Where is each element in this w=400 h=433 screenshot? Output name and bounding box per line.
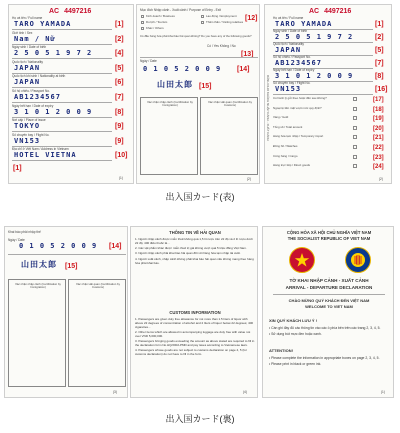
num-13: [13] [241, 51, 254, 58]
question-num: [18] [373, 106, 384, 113]
field-label: Số hộ chiếu / Passport No. [12, 89, 50, 93]
question-text: Công hàng / Cargo [273, 153, 298, 158]
field-label: Số chuyến bay / Flight No. [12, 132, 50, 137]
country-vn: CỘNG HÒA XÃ HỘI CHỦ NGHĨA VIỆT NAM [286, 230, 372, 235]
customs-para-en: 2. Other items which are allowed in accompanying luggage are duty free with value not over VND 5,000,000. [135, 329, 251, 338]
field-num: [4] [115, 50, 124, 58]
question-text: Vàng / Gold [273, 115, 289, 120]
field-label: Quốc tịch / Nationality [273, 42, 305, 46]
field-underline [273, 94, 373, 95]
field-num: [9] [115, 123, 124, 131]
question-num: [17] [373, 97, 384, 103]
field-value: Nam / Nữ [14, 34, 56, 43]
back-left-title: Khai báo phải nhập thế [8, 230, 41, 234]
back-signature: 山田太郎 [21, 260, 57, 269]
front-left-page: (1) [119, 176, 123, 180]
attention-item: • Please complete the information in appropriate boxes on page 2, 3, 4, 5. [269, 356, 380, 360]
field-num: [10] [115, 152, 128, 160]
purpose-option: Du lịch / Tourism [146, 20, 168, 24]
purpose-checkbox [141, 15, 144, 18]
field-num: [5] [375, 47, 384, 54]
field-label: Quốc tịch khi sinh / Nationality at birth [12, 74, 66, 79]
question-num: [23] [373, 154, 384, 161]
back-immigration-label: Xác nhận nhập cảnh (Certification by Immigration) [15, 282, 61, 289]
serial-number: 4497216 [64, 8, 92, 15]
field-value: TOKYO [14, 122, 41, 131]
field-value: 2 5 0 5 1 9 7 2 [14, 49, 93, 58]
purpose-option: Thăm thân / Visiting relatives [206, 20, 244, 24]
front-middle-page: (2) [247, 177, 251, 181]
customs-para-vn: 4. Người xuất cảnh, nhập cảnh không phải khai báo hải quan nếu không mang theo hàng hóa phải khai báo. [135, 256, 254, 265]
customs-box-label: Xác nhận Hải quan (Certification by Customs) [208, 100, 252, 107]
question-num: [19] [373, 116, 384, 123]
field-label: Nơi cấp / Place of issue [12, 118, 46, 123]
field-num: [2] [375, 34, 384, 41]
purpose-checkbox [201, 15, 204, 18]
customs-box [200, 97, 258, 175]
purpose-checkbox [141, 27, 144, 30]
question-checkbox [353, 116, 357, 120]
attention-title: ATTENTION! [269, 348, 293, 353]
customs-para-en: 3. Passengers bringing goods exceeding the amount as above stated are required to fill in the declaration form No.HQ/2002-PMD and pay taxes according to Vietnamese laws. [135, 338, 255, 347]
field-num: [7] [115, 94, 124, 101]
serial-prefix: AC [49, 8, 60, 15]
field-num: [8] [375, 73, 384, 80]
field-num: [7] [375, 60, 384, 67]
question-num: [22] [373, 145, 384, 151]
signature-num: [15] [199, 83, 212, 90]
back-date-label: Ngày / Date [8, 238, 25, 242]
field-num: [16] [375, 86, 388, 93]
caption-front: 出入国カード(表) [165, 192, 235, 202]
field-value: VN153 [14, 136, 41, 145]
field-num: [1] [375, 21, 384, 28]
question-checkbox [353, 126, 357, 130]
question-text: Ngoại tệ tiền mặt vượt mức quy định? [273, 105, 322, 110]
question-checkbox [353, 145, 357, 149]
field-value: 3 1 0 1 2 0 0 9 [14, 107, 93, 116]
purpose-option: Khác / Others [146, 26, 164, 30]
field-value: TARO YAMADA [275, 20, 333, 28]
field-value: VN153 [275, 85, 302, 93]
purpose-checkbox [201, 21, 204, 24]
question-text: Có hành lý gửi theo hoặc đến sau không? [273, 96, 327, 100]
welcome-vn: CHÀO MỪNG QUÝ KHÁCH ĐẾN VIỆT NAM [288, 298, 370, 303]
form-title-vn: TỜ KHAI NHẬP CẢNH - XUẤT CẢNH [289, 278, 369, 283]
back-right-panel [262, 226, 394, 398]
back-signature-num: [15] [65, 263, 78, 270]
purpose-option: Lao động / Employment [206, 14, 237, 18]
question-num: [21] [373, 135, 384, 142]
note-vn-title: XIN QUÝ KHÁCH LƯU Ý ! [269, 318, 317, 323]
field-underline [12, 29, 112, 30]
caption-back: 出入国カード(裏) [165, 414, 235, 424]
field-label: Số chuyến bay / Flight No. [273, 81, 311, 85]
welcome-en: WELCOME TO VIET NAM [305, 304, 353, 309]
question-checkbox [353, 155, 357, 159]
field-label: Số hộ chiếu / Passport No. [273, 55, 311, 59]
back-customs-box [68, 279, 126, 387]
country-en: THE SOCIALIST REPUBLIC OF VIET NAM [287, 236, 371, 241]
question-text: Hàng trực tiếp / Direct goods [273, 163, 310, 168]
field-num: [1] [115, 21, 124, 28]
front-middle-panel [136, 4, 260, 184]
back-left-page: (3) [113, 390, 117, 394]
front-left-panel [8, 4, 134, 184]
side-text: DÀNH CHO KHÁCH NHẬP CẢNH - XUẤT CẢNH [266, 75, 270, 141]
field-value: 2 5 0 5 1 9 7 2 [275, 33, 354, 41]
date-num: [14] [237, 66, 250, 73]
field-num: [5] [115, 64, 124, 72]
form-title-en: ARRIVAL - DEPARTURE DECLARATION [285, 285, 373, 290]
question-checkbox [353, 135, 357, 139]
field-num: [8] [115, 108, 124, 116]
customs-para-en: 1. Passengers are given duty free allowance for not more than 1.5 liters of liquor with above 22 degrees of concentration of alcohol and 2 liters of liquor below 22 degrees; 400 cigarettes... [135, 317, 254, 329]
serial-prefix: AC [309, 8, 320, 15]
front-right-panel [264, 4, 392, 184]
immigration-box [140, 97, 198, 175]
question-text: Tổng số / Total amount [273, 124, 303, 129]
vietnam-emblem-icon [289, 247, 315, 273]
field-num: [2] [115, 35, 124, 43]
serial-number: 4497216 [324, 8, 352, 15]
field-value: AB1234567 [275, 59, 322, 67]
field-value: HOTEL VIETNA [14, 151, 77, 160]
field-label: Ngày sinh / Date of birth [12, 45, 47, 50]
date-label: Ngày / Date [140, 59, 157, 63]
date-value: 0 1 0 5 2 0 0 9 [143, 65, 222, 73]
back-middle-panel [130, 226, 258, 398]
customs-note: Có đầu hàng hóa phải khai báo hải quan không? Do you have any of the following goods? [140, 34, 252, 38]
front-left-footer-num: [1] [13, 165, 22, 172]
back-date-num: [14] [109, 243, 122, 250]
field-value: JAPAN [14, 78, 41, 87]
field-label: Ngày hết hạn / Date of expiry [12, 103, 54, 108]
purpose-checkbox [141, 21, 144, 24]
note-vn-item: • Cần ghi đầy đủ các thông tin vào các ô phía bên trên các trang 2, 3, 4, 5. [269, 326, 381, 330]
purpose-num: [12] [245, 15, 258, 22]
purpose-title: Mục đích Nhập cảnh - Xuất cảnh / Purpose of Entry - Exit [140, 8, 221, 12]
field-value: JAPAN [14, 63, 41, 72]
immigration-box-label: Xác nhận nhập cảnh (Certification by Immigration) [147, 100, 193, 107]
question-checkbox [353, 97, 357, 101]
field-label: Ngày sinh / Date of birth [273, 29, 308, 33]
back-right-page: (1) [381, 390, 385, 394]
field-value: JAPAN [275, 46, 302, 54]
back-immigration-box [8, 279, 66, 387]
back-date-value: 0 1 0 5 2 0 0 9 [19, 242, 98, 250]
customs-title: THÔNG TIN VỀ HẢI QUAN [169, 230, 221, 235]
customs-para-vn: 2. Các vật phẩm khác được miễn thuế trị giá không vượt quá 5 triệu đồng Việt Nam. [135, 246, 247, 251]
field-value: TARO YAMADA [14, 20, 72, 28]
question-text: Đồng hồ / Watches [273, 144, 298, 148]
field-num: [6] [115, 79, 124, 87]
field-label: Địa chỉ ở Việt Nam / Address in Vietnam [12, 147, 69, 152]
question-checkbox [353, 164, 357, 168]
field-label: Giới tính / Sex [12, 30, 33, 35]
back-left-panel [4, 226, 128, 398]
field-label: Ngày hết hạn / Date of expiry [273, 68, 315, 72]
question-checkbox [353, 107, 357, 111]
customs-para-vn: 1. Người nhập cảnh được miễn thuế không quá 1,5 lít rượu trên 22 độ và 2 lít rượu dưới 22 độ; 400 điếu thuốc lá... [135, 237, 253, 245]
asean-emblem-icon [345, 247, 371, 273]
front-left-serial [49, 8, 91, 15]
customs-para-vn: 3. Người nhập cảnh phải khai báo hải quan đối với hàng hóa tạm nhập tái xuất. [135, 251, 241, 256]
question-num: [20] [373, 125, 384, 132]
front-right-serial [309, 8, 351, 15]
field-underline [12, 102, 112, 103]
note-vn-item: • Sử dụng bút mực đen hoặc xanh. [269, 331, 322, 336]
front-right-page: (2) [379, 177, 383, 181]
back-customs-label: Xác nhận Hải quan (Certification by Customs) [76, 282, 120, 289]
question-num: [24] [373, 164, 384, 171]
yes-no: Có / Yes Không / No [207, 44, 236, 48]
field-label: Họ và tên / Full name [12, 16, 43, 20]
question-text: Hàng hóa tạm nhập / Temporary import [273, 134, 324, 139]
customs-subtitle: CUSTOMS INFORMATION [169, 310, 221, 315]
attention-item: • Please print in black or green ink. [269, 361, 322, 366]
field-underline [12, 160, 112, 161]
field-num: [9] [115, 137, 124, 145]
field-label: Quốc tịch / Nationality [12, 59, 44, 64]
field-label: Họ và tên / Full name [273, 16, 304, 20]
field-value: AB1234567 [14, 93, 61, 101]
signature: 山田太郎 [157, 80, 193, 89]
purpose-option: Kinh doanh / Business [146, 14, 175, 18]
customs-para-en: 4. Passengers whose goods are not subject to customs declaration on page 4, 5 (for customs declaration) do not have to fill in the form. [135, 348, 247, 356]
field-value: 3 1 0 1 2 0 0 9 [275, 72, 354, 80]
back-middle-page: (4) [243, 390, 247, 394]
